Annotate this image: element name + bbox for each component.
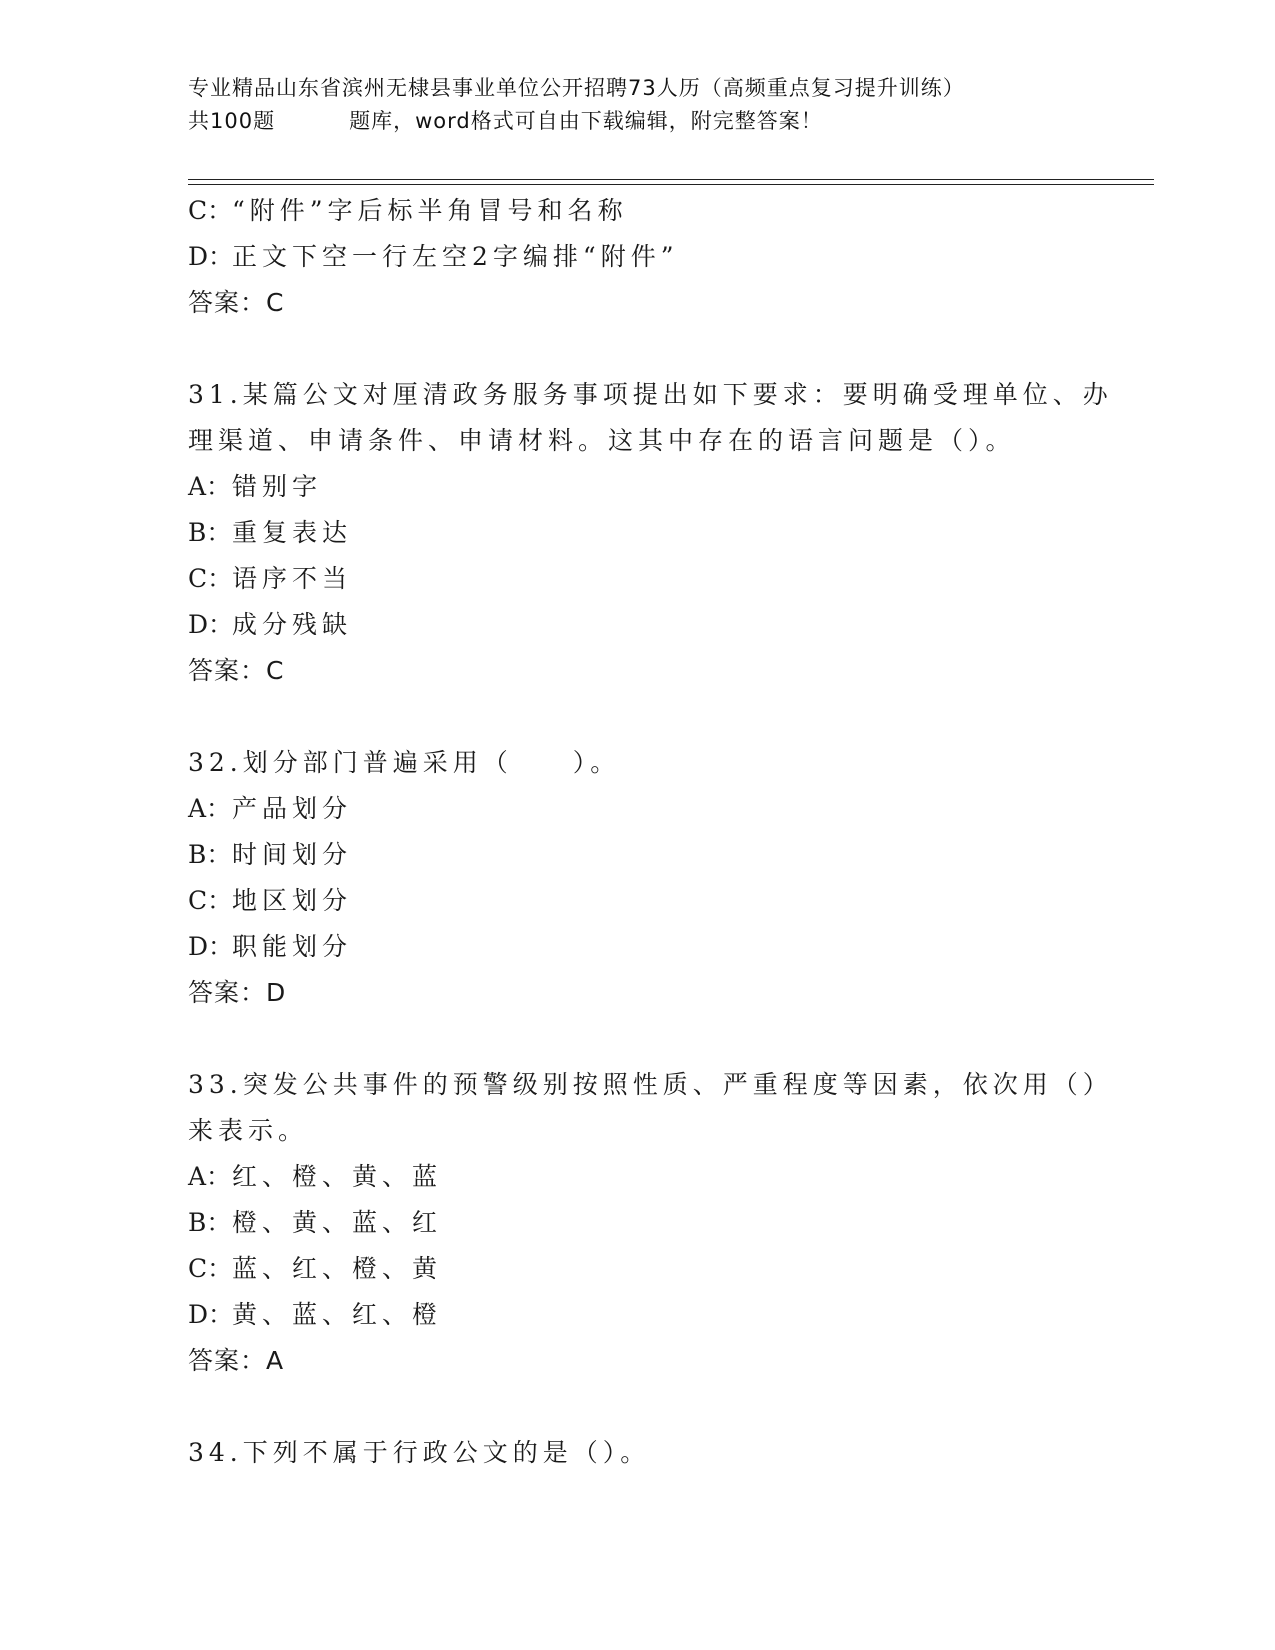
option-text: 黄、蓝、红、橙 [232,1300,443,1329]
option-text: 职能划分 [232,932,353,961]
question-33 [188,1062,1113,1384]
option-b [188,1200,1088,1246]
answer: 答案：C [188,288,285,317]
option-b [188,510,1088,556]
option-key: C： [188,1254,233,1283]
question-32 [188,740,1088,1016]
option-text: “附件”字后标半角冒号和名称 [232,196,628,225]
option-key: B： [188,518,232,547]
option-c [188,878,1088,924]
option-c [188,556,1088,602]
option-a [188,464,1088,510]
option-key: C： [188,196,233,225]
option-key: B： [188,1208,232,1237]
header-rule-top [188,179,1154,180]
question-list [188,188,1113,1476]
option-d [188,602,1088,648]
option-a [188,1154,1088,1200]
header-description: 题库，word格式可自由下载编辑，附完整答案！ [349,109,823,133]
header-count: 共100题 [188,109,276,133]
question-34 [188,1430,1088,1476]
option-key: D： [188,610,234,639]
option-key: C： [188,886,233,915]
question-stem: 34.下列不属于行政公文的是（）。 [188,1438,651,1467]
option-key: D： [188,932,234,961]
option-text: 错别字 [232,472,323,501]
question-stem-continued: 理渠道、申请条件、申请材料。这其中存在的语言问题是（）。 [188,426,1016,455]
option-d [188,924,1088,970]
option-key: D： [188,242,234,271]
answer: 答案：D [188,978,287,1007]
option-text: 时间划分 [232,840,353,869]
document-header [188,72,1168,138]
option-key: B： [188,840,232,869]
option-key: A： [188,794,232,823]
question-stem: 33.突发公共事件的预警级别按照性质、严重程度等因素，依次用（） [188,1070,1113,1099]
option-c [188,188,1088,234]
header-line-1: 专业精品山东省滨州无棣县事业单位公开招聘73人历（高频重点复习提升训练） [188,76,965,100]
option-text: 红、橙、黄、蓝 [232,1162,443,1191]
header-rule-bottom [188,184,1154,185]
option-key: A： [188,1162,232,1191]
question-stem: 32.划分部门普遍采用（ ）。 [188,748,621,777]
option-key: A： [188,472,232,501]
header-line-2 [188,105,1168,138]
option-text: 重复表达 [232,518,353,547]
option-c [188,1246,1088,1292]
option-key: C： [188,564,233,593]
option-d [188,1292,1088,1338]
option-a [188,786,1088,832]
option-text: 蓝、红、橙、黄 [232,1254,443,1283]
option-key: D： [188,1300,234,1329]
question-stem-continued: 来表示。 [188,1116,309,1145]
option-text: 产品划分 [232,794,353,823]
option-text: 语序不当 [232,564,353,593]
option-text: 地区划分 [232,886,353,915]
option-d [188,234,1088,280]
question-31 [188,372,1113,694]
option-b [188,832,1088,878]
question-stem: 31.某篇公文对厘清政务服务事项提出如下要求：要明确受理单位、办 [188,380,1113,409]
answer: 答案：C [188,656,285,685]
option-text: 正文下空一行左空2字编排“附件” [232,242,679,271]
option-text: 成分残缺 [232,610,353,639]
answer: 答案：A [188,1346,285,1375]
question-30 [188,188,1088,326]
option-text: 橙、黄、蓝、红 [232,1208,443,1237]
